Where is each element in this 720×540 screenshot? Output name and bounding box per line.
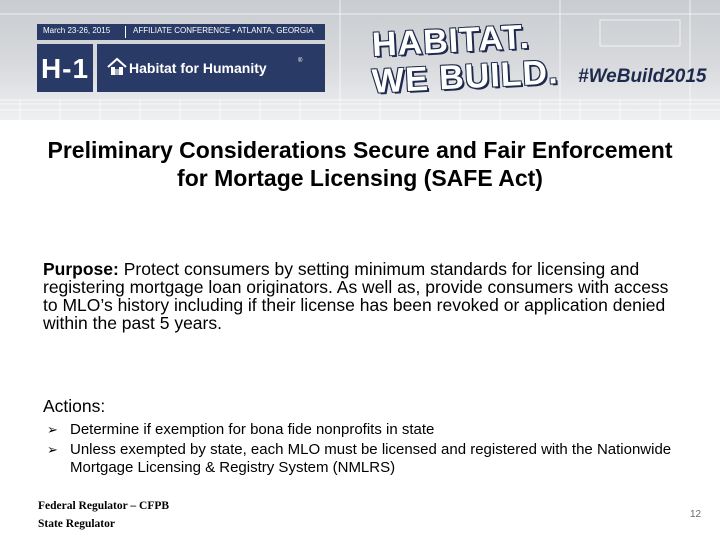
list-item — [47, 441, 687, 477]
regulator-footer — [38, 497, 169, 533]
h1-logo — [37, 44, 93, 92]
purpose-label: Purpose: — [43, 259, 119, 279]
bullet-text: Unless exempted by state, each MLO must be licensed and registered with the Nationwide Mortgage Licensing & Registry System (NMLRS) — [70, 441, 672, 476]
actions-label: Actions: — [43, 396, 106, 416]
state-regulator: State Regulator — [38, 518, 115, 530]
slide-title: Preliminary Considerations Secure and Fair Enforcement for Mortage Licensing (SAFE Act) — [47, 137, 673, 191]
slogan-line-2: WE BUILD. — [371, 53, 560, 101]
conference-date: March 23-26, 2015 — [43, 26, 111, 35]
hashtag: #WeBuild2015 — [578, 66, 707, 87]
federal-regulator: Federal Regulator – CFPB — [38, 500, 170, 512]
h1-logo-text: H-1 — [40, 53, 90, 84]
registered-mark: ® — [298, 58, 303, 64]
purpose-paragraph — [43, 260, 683, 332]
purpose-text: Protect consumers by setting minimum standards for licensing and registering mortgage loan originators. As well as, provide consumers with access to MLO’s history including if their license has been revoked or application denied within the past 5 years. — [43, 259, 669, 333]
page-number: 12 — [690, 509, 702, 520]
bullet-text: Determine if exemption for bona fide nonprofits in state — [70, 421, 435, 438]
actions-list — [47, 421, 687, 479]
habitat-house-icon — [107, 57, 127, 77]
date-divider — [125, 26, 126, 38]
list-item — [47, 421, 687, 439]
slogan-line-1: HABITAT. — [371, 17, 531, 65]
habitat-org-name: Habitat for Humanity — [129, 60, 267, 76]
habitat-logo — [97, 44, 325, 92]
conference-date-bar — [37, 24, 325, 40]
conference-banner — [0, 0, 720, 120]
arrow-bullet-icon: ➢ — [47, 422, 58, 437]
arrow-bullet-icon: ➢ — [47, 442, 58, 457]
conference-name: AFFILIATE CONFERENCE • ATLANTA, GEORGIA — [133, 26, 314, 35]
